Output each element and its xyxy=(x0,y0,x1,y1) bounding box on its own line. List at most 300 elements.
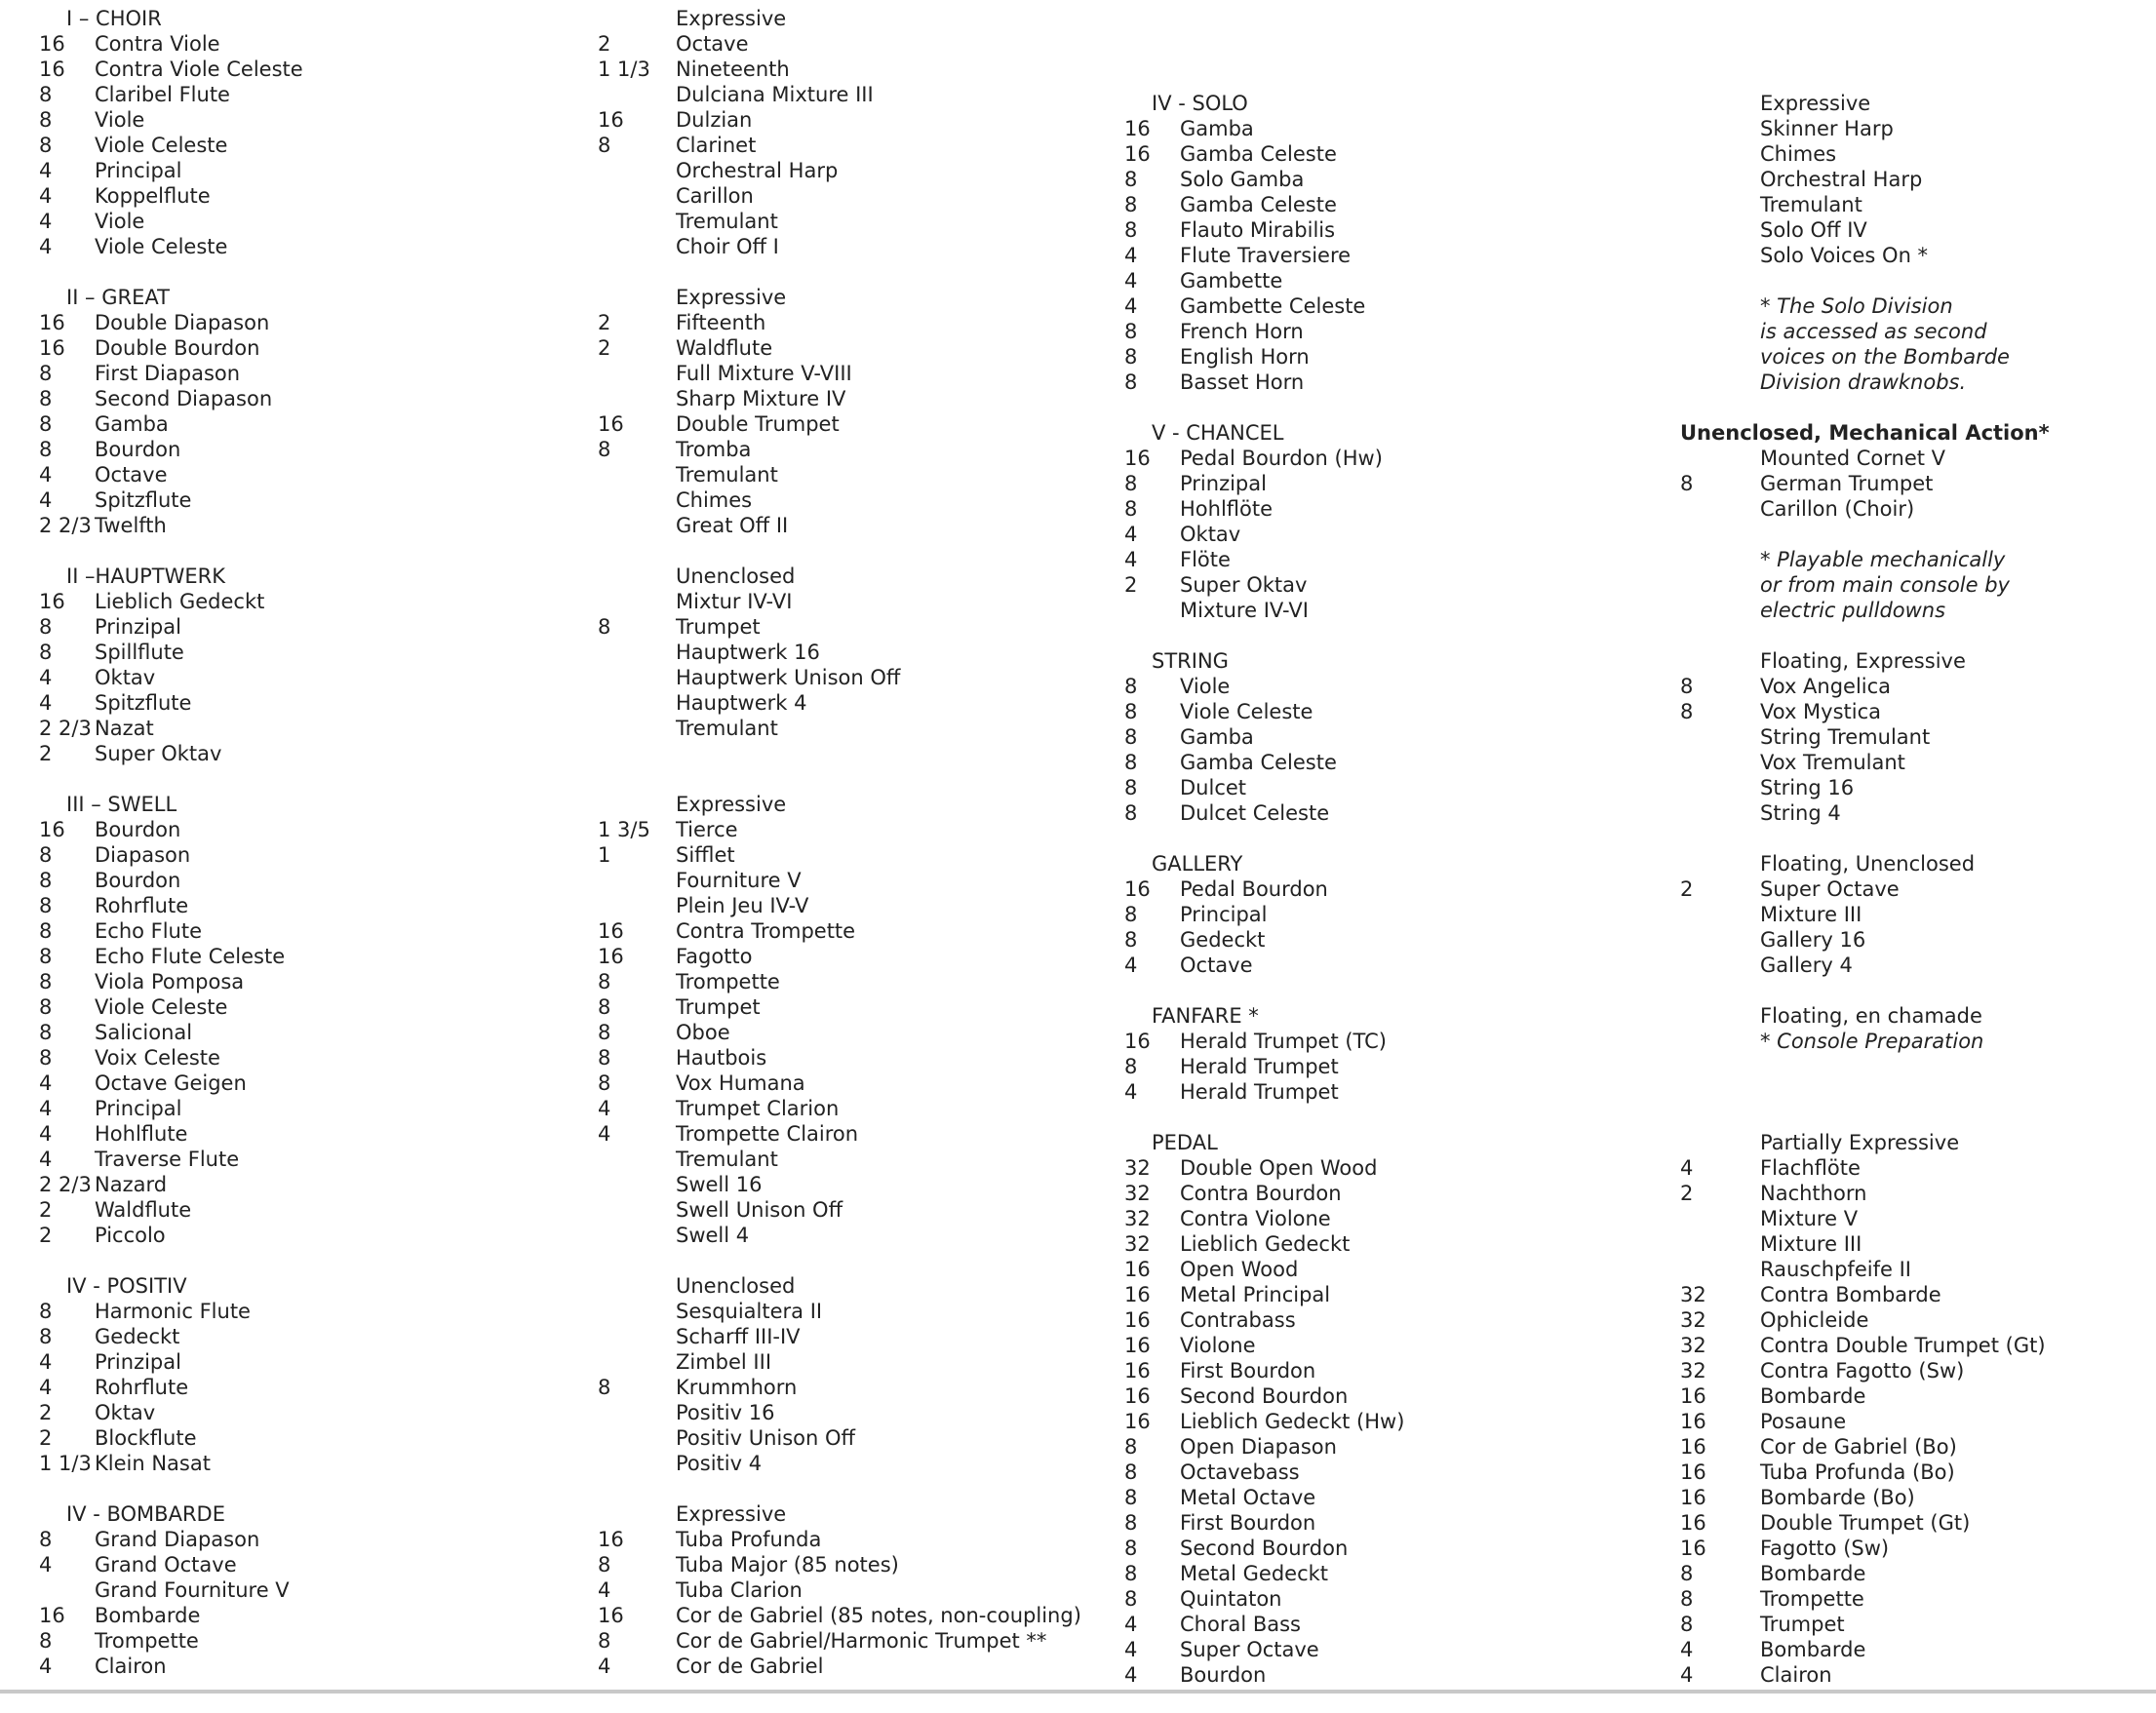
stop-row xyxy=(39,1197,303,1223)
stop-pitch: 8 xyxy=(1124,1511,1138,1535)
stop-row xyxy=(39,107,303,133)
stop-pitch xyxy=(598,1324,676,1349)
stop-row xyxy=(598,183,1081,209)
stop-row xyxy=(39,994,303,1020)
stop-pitch: 8 xyxy=(1124,472,1138,495)
stop-pitch: 16 xyxy=(598,1528,624,1551)
stop-row xyxy=(1680,116,2050,141)
stop-row xyxy=(1124,1434,1404,1460)
stop-row xyxy=(598,1197,1081,1223)
stop-name: Dulcet Celeste xyxy=(1180,801,1330,825)
stop-name: Hohlflute xyxy=(95,1122,188,1146)
stop-name: Trompette xyxy=(1760,1587,1864,1611)
stop-pitch: 8 xyxy=(39,1325,53,1348)
division-title: STRING xyxy=(1152,649,1229,673)
stop-pitch: 16 xyxy=(1124,1030,1151,1053)
stop-name: Claribel Flute xyxy=(95,83,230,106)
stop-name: Tremulant xyxy=(676,210,778,233)
stop-name: String 16 xyxy=(1760,776,1855,799)
stop-name: Spitzflute xyxy=(95,488,192,512)
stop-row xyxy=(1680,800,2050,826)
stop-pitch: 16 xyxy=(598,1604,624,1627)
stop-row xyxy=(1124,446,1404,471)
stop-pitch xyxy=(1680,446,1760,471)
stop-name: Second Bourdon xyxy=(1180,1384,1349,1408)
stop-name: Pedal Bourdon (Hw) xyxy=(1180,447,1383,470)
stop-name: Gamba xyxy=(1180,725,1254,749)
stop-row xyxy=(598,1552,1081,1577)
stop-row xyxy=(1680,192,2050,217)
stop-pitch: 32 xyxy=(1680,1334,1706,1357)
stop-row xyxy=(1124,547,1404,572)
stop-name: Viole xyxy=(95,108,145,132)
stop-pitch: 8 xyxy=(598,1629,611,1653)
stop-row xyxy=(1124,775,1404,800)
stop-row xyxy=(39,82,303,107)
stop-pitch: 4 xyxy=(1124,294,1138,318)
stop-name: Traverse Flute xyxy=(95,1148,240,1171)
stop-name: Dulcet xyxy=(1180,776,1247,799)
stop-name: Bombarde (Bo) xyxy=(1760,1486,1915,1509)
stop-row xyxy=(1124,1079,1404,1105)
stop-row xyxy=(598,411,1081,437)
stop-row xyxy=(598,1375,1081,1400)
stop-row xyxy=(1680,699,2050,724)
stop-pitch xyxy=(1680,192,1760,217)
stop-row xyxy=(598,1324,1081,1349)
stop-name: Hohlflöte xyxy=(1180,497,1274,521)
stop-row xyxy=(1124,1282,1404,1307)
stop-row xyxy=(39,969,303,994)
stop-row xyxy=(1124,116,1404,141)
division-subtitle: Unenclosed xyxy=(676,1274,796,1298)
stop-row xyxy=(1680,927,2050,953)
stop-row xyxy=(598,817,1081,842)
stop-name: Viole Celeste xyxy=(1180,700,1313,723)
stop-pitch: 16 xyxy=(1124,1359,1151,1382)
stop-name: Posaune xyxy=(1760,1410,1847,1433)
stop-row xyxy=(1680,1510,2050,1536)
stop-row xyxy=(598,842,1081,868)
stop-row xyxy=(39,1147,303,1172)
stop-name: Pedal Bourdon xyxy=(1180,877,1328,901)
stop-row xyxy=(39,842,303,868)
stop-row xyxy=(39,1045,303,1071)
stop-pitch: 8 xyxy=(1124,801,1138,825)
stop-name: Solo Off IV xyxy=(1760,218,1867,242)
stop-pitch: 4 xyxy=(39,1148,53,1171)
stop-name: Swell 16 xyxy=(676,1173,763,1196)
stop-pitch: 8 xyxy=(1680,1587,1694,1611)
stop-pitch xyxy=(598,1223,676,1248)
stop-row xyxy=(1680,1612,2050,1637)
stop-name: Bourdon xyxy=(95,818,181,841)
stop-pitch: 4 xyxy=(1680,1663,1694,1687)
stop-name: Lieblich Gedeckt xyxy=(95,590,265,613)
stop-pitch xyxy=(1680,800,1760,826)
stop-pitch: 8 xyxy=(1124,675,1138,698)
stop-pitch: 8 xyxy=(1124,497,1138,521)
stop-row xyxy=(1680,1257,2050,1282)
stop-row xyxy=(598,614,1081,640)
stop-row xyxy=(598,57,1081,82)
stop-name: Zimbel III xyxy=(676,1350,772,1374)
stop-row xyxy=(1680,1358,2050,1383)
division-bombarde-cont xyxy=(598,1501,1081,1679)
stop-name: Trumpet Clarion xyxy=(676,1097,840,1120)
stop-name: Voix Celeste xyxy=(95,1046,220,1070)
stop-row xyxy=(1124,1561,1404,1586)
stop-name: Klein Nasat xyxy=(95,1452,211,1475)
stop-row xyxy=(1124,1637,1404,1662)
stop-name: Sharp Mixture IV xyxy=(676,387,846,410)
stop-name: Open Wood xyxy=(1180,1258,1299,1281)
stop-name: String Tremulant xyxy=(1760,725,1931,749)
stop-name: Hauptwerk 4 xyxy=(676,691,807,715)
stop-pitch: 8 xyxy=(1124,193,1138,216)
stop-name: Full Mixture V-VIII xyxy=(676,362,852,385)
stop-name: Contra Viole xyxy=(95,32,220,56)
stop-name: Bourdon xyxy=(95,438,181,461)
stop-row xyxy=(1680,1155,2050,1181)
stop-name: Tremulant xyxy=(676,463,778,487)
stop-row xyxy=(1124,344,1404,370)
stop-pitch: 8 xyxy=(1124,1562,1138,1585)
stop-row xyxy=(598,690,1081,716)
stop-pitch: 4 xyxy=(1124,954,1138,977)
stop-pitch xyxy=(598,1299,676,1324)
stop-row xyxy=(39,1324,303,1349)
stop-name: Gamba xyxy=(1180,117,1254,140)
stop-name: Metal Octave xyxy=(1180,1486,1316,1509)
stop-pitch xyxy=(598,640,676,665)
bottom-edge xyxy=(0,1690,2156,1694)
stop-pitch: 8 xyxy=(39,1046,53,1070)
stop-name: Krummhorn xyxy=(676,1376,798,1399)
stop-row xyxy=(1124,699,1404,724)
stop-name: Choir Off I xyxy=(676,235,779,258)
stop-pitch: 8 xyxy=(39,970,53,993)
stop-pitch: 4 xyxy=(1124,1663,1138,1687)
stop-row xyxy=(1124,1409,1404,1434)
division-title: II –HAUPTWERK xyxy=(66,565,225,588)
stop-row xyxy=(598,234,1081,259)
stop-pitch xyxy=(598,487,676,513)
stop-row xyxy=(39,310,303,335)
stop-pitch: 2 xyxy=(39,1401,53,1424)
stop-row xyxy=(39,918,303,944)
stop-name: Echo Flute xyxy=(95,919,203,943)
stop-pitch: 8 xyxy=(1124,1587,1138,1611)
stop-name: Open Diapason xyxy=(1180,1435,1337,1459)
division-string xyxy=(1124,648,1404,826)
division-fanfare xyxy=(1124,1003,1404,1105)
stop-row xyxy=(1680,876,2050,902)
stop-pitch: 1 xyxy=(598,843,611,867)
stop-pitch: 16 xyxy=(1680,1384,1706,1408)
stop-row xyxy=(39,487,303,513)
stop-pitch: 8 xyxy=(39,108,53,132)
stop-row xyxy=(1124,1536,1404,1561)
stop-name: Oktav xyxy=(1180,523,1241,546)
stop-row xyxy=(1124,1460,1404,1485)
stop-name: Trompette xyxy=(676,970,780,993)
stop-row xyxy=(598,1045,1081,1071)
stop-name: Tromba xyxy=(676,438,752,461)
stop-pitch: 16 xyxy=(1680,1537,1706,1560)
stop-name: Gambette xyxy=(1180,269,1283,292)
stop-pitch: 8 xyxy=(39,1300,53,1323)
stop-pitch: 8 xyxy=(1124,345,1138,369)
stop-pitch: 4 xyxy=(39,691,53,715)
stop-name: Contra Bourdon xyxy=(1180,1182,1342,1205)
stop-row xyxy=(598,513,1081,538)
stop-pitch: 4 xyxy=(1124,548,1138,571)
stop-name: Contrabass xyxy=(1180,1308,1296,1332)
stop-row xyxy=(1124,1662,1404,1688)
stop-name: Tierce xyxy=(676,818,738,841)
stop-pitch: 4 xyxy=(1680,1156,1694,1180)
stop-row xyxy=(1124,1029,1404,1054)
stop-row xyxy=(598,487,1081,513)
stop-name: Flute Traversiere xyxy=(1180,244,1352,267)
stop-pitch: 4 xyxy=(39,1097,53,1120)
stop-row xyxy=(1680,1434,2050,1460)
stop-pitch xyxy=(1680,927,1760,953)
stop-pitch: 8 xyxy=(39,1021,53,1044)
stop-pitch: 4 xyxy=(39,235,53,258)
stop-name: Contra Fagotto (Sw) xyxy=(1760,1359,1965,1382)
stop-name: Gedeckt xyxy=(1180,928,1266,952)
stop-name: Double Diapason xyxy=(95,311,270,334)
stop-pitch xyxy=(1680,1206,1760,1231)
stop-pitch: 16 xyxy=(598,919,624,943)
stop-pitch xyxy=(1680,775,1760,800)
stop-name: Fourniture V xyxy=(676,869,802,892)
stop-name: Rohrflute xyxy=(95,894,189,917)
stop-pitch: 8 xyxy=(39,438,53,461)
stop-row xyxy=(1680,1383,2050,1409)
stop-pitch: 8 xyxy=(1124,218,1138,242)
division-solo-cont xyxy=(1680,91,2050,395)
stop-pitch: 2 xyxy=(1124,573,1138,597)
division-title: IV - SOLO xyxy=(1152,92,1248,115)
stop-row xyxy=(598,1121,1081,1147)
stop-row xyxy=(598,158,1081,183)
division-chancel-cont xyxy=(1680,420,2050,623)
stop-name: Choral Bass xyxy=(1180,1613,1301,1636)
stop-pitch xyxy=(598,1451,676,1476)
stop-row xyxy=(39,1121,303,1147)
stop-name: French Horn xyxy=(1180,320,1304,343)
stop-pitch: 16 xyxy=(1680,1486,1706,1509)
stop-name: Trompette Clairon xyxy=(676,1122,859,1146)
stop-row xyxy=(598,335,1081,361)
division-swell xyxy=(39,792,303,1248)
stop-row xyxy=(1124,1358,1404,1383)
stop-pitch: 16 xyxy=(1124,1308,1151,1332)
stop-row xyxy=(1124,674,1404,699)
stop-name: Gamba Celeste xyxy=(1180,142,1337,166)
stop-pitch: 4 xyxy=(1124,269,1138,292)
stop-pitch: 16 xyxy=(1680,1511,1706,1535)
stop-name: String 4 xyxy=(1760,801,1841,825)
stop-name: Diapason xyxy=(95,843,191,867)
stop-row xyxy=(39,1071,303,1096)
stop-name: Clairon xyxy=(95,1655,167,1678)
stop-name: Rohrflute xyxy=(95,1376,189,1399)
stop-row xyxy=(1680,1460,2050,1485)
stop-name: Double Bourdon xyxy=(95,336,260,360)
stop-row xyxy=(39,183,303,209)
stop-pitch: 8 xyxy=(1124,928,1138,952)
stop-row xyxy=(1124,319,1404,344)
stop-name: Solo Voices On * xyxy=(1760,244,1929,267)
stop-name: Piccolo xyxy=(95,1224,166,1247)
stop-pitch: 8 xyxy=(39,1629,53,1653)
stop-pitch: 8 xyxy=(1124,700,1138,723)
stop-row xyxy=(39,1096,303,1121)
stop-row xyxy=(598,361,1081,386)
stop-name: Nazat xyxy=(95,717,154,740)
stop-row xyxy=(39,817,303,842)
stop-pitch: 8 xyxy=(1124,751,1138,774)
stop-row xyxy=(1124,1383,1404,1409)
stop-pitch xyxy=(598,234,676,259)
stop-pitch: 8 xyxy=(39,869,53,892)
stop-name: English Horn xyxy=(1180,345,1310,369)
stop-row xyxy=(1124,876,1404,902)
stop-name: Lieblich Gedeckt xyxy=(1180,1232,1351,1256)
stop-row xyxy=(1680,1586,2050,1612)
stop-pitch xyxy=(598,1349,676,1375)
stop-row xyxy=(1680,1662,2050,1688)
stop-row xyxy=(39,158,303,183)
stop-name: Mounted Cornet V xyxy=(1760,447,1946,470)
stop-pitch xyxy=(1680,1231,1760,1257)
stop-row xyxy=(1124,953,1404,978)
stop-row xyxy=(39,462,303,487)
stop-pitch xyxy=(1680,217,1760,243)
stop-row xyxy=(39,640,303,665)
stop-row xyxy=(1124,1054,1404,1079)
division-subtitle: Floating, Expressive xyxy=(1760,649,1966,673)
stop-row xyxy=(1680,902,2050,927)
stop-row xyxy=(1680,446,2050,471)
stop-name: First Bourdon xyxy=(1180,1511,1316,1535)
stop-pitch: 8 xyxy=(598,970,611,993)
stop-row xyxy=(598,209,1081,234)
stop-name: Harmonic Flute xyxy=(95,1300,251,1323)
stop-row xyxy=(598,31,1081,57)
stop-name: German Trumpet xyxy=(1760,472,1934,495)
stop-name: Gamba Celeste xyxy=(1180,751,1337,774)
stop-name: Tuba Major (85 notes) xyxy=(676,1553,899,1577)
stop-name: Super Oktav xyxy=(95,742,222,765)
stop-row xyxy=(39,386,303,411)
stop-pitch: 4 xyxy=(598,1655,611,1678)
stop-row xyxy=(1680,243,2050,268)
stop-row xyxy=(39,741,303,766)
stop-name: Herald Trumpet xyxy=(1180,1080,1339,1104)
column-2 xyxy=(598,6,1081,1704)
stop-name: Vox Humana xyxy=(676,1071,805,1095)
stop-name: Bourdon xyxy=(95,869,181,892)
stop-pitch xyxy=(1680,750,1760,775)
stop-pitch: 16 xyxy=(39,818,65,841)
stop-name: Flöte xyxy=(1180,548,1231,571)
stop-name: Great Off II xyxy=(676,514,789,537)
stop-pitch xyxy=(598,82,676,107)
stop-row xyxy=(1680,1536,2050,1561)
stop-name: Mixture III xyxy=(1760,1232,1862,1256)
stop-row xyxy=(598,310,1081,335)
stop-name: Prinzipal xyxy=(95,1350,181,1374)
stop-row xyxy=(1680,1231,2050,1257)
division-subtitle: Expressive xyxy=(676,286,787,309)
stop-row xyxy=(598,994,1081,1020)
stop-pitch xyxy=(598,665,676,690)
stop-pitch: 4 xyxy=(39,1122,53,1146)
stop-name: Flachflöte xyxy=(1760,1156,1861,1180)
stop-pitch: 8 xyxy=(1124,370,1138,394)
stop-name: Viole xyxy=(1180,675,1231,698)
stop-name: Octave xyxy=(95,463,168,487)
division-subtitle: Floating, en chamade xyxy=(1760,1004,1982,1028)
stop-pitch: 1 1/3 xyxy=(39,1452,92,1475)
stop-pitch: 8 xyxy=(1680,472,1694,495)
stop-name: Waldflute xyxy=(676,336,773,360)
stop-pitch: 4 xyxy=(598,1122,611,1146)
division-title: I – CHOIR xyxy=(66,7,162,30)
division-subtitle: Expressive xyxy=(676,1502,787,1526)
stop-pitch: 32 xyxy=(1124,1156,1151,1180)
stop-name: Prinzipal xyxy=(95,615,181,639)
stop-pitch xyxy=(598,589,676,614)
stop-row xyxy=(598,716,1081,741)
stop-row xyxy=(598,386,1081,411)
stop-name: First Diapason xyxy=(95,362,241,385)
stop-name: Cor de Gabriel (85 notes, non-coupling) xyxy=(676,1604,1081,1627)
stop-pitch: 8 xyxy=(39,83,53,106)
fanfare-footnote: * Console Preparation xyxy=(1760,1030,1984,1053)
stop-row xyxy=(39,1020,303,1045)
stop-pitch: 32 xyxy=(1124,1232,1151,1256)
stop-pitch xyxy=(598,741,676,766)
stop-row xyxy=(39,1603,303,1628)
stop-pitch: 1 1/3 xyxy=(598,58,650,81)
stop-name: Hauptwerk Unison Off xyxy=(676,666,901,689)
stop-pitch: 4 xyxy=(1680,1638,1694,1661)
stop-pitch: 16 xyxy=(1124,142,1151,166)
stop-name: Hautbois xyxy=(676,1046,767,1070)
stop-name: Chimes xyxy=(1760,142,1837,166)
stop-name: Gallery 16 xyxy=(1760,928,1866,952)
stop-row xyxy=(598,107,1081,133)
stop-name: Tremulant xyxy=(1760,193,1862,216)
stop-row xyxy=(1124,1181,1404,1206)
stop-name: Swell 4 xyxy=(676,1224,750,1247)
stop-row xyxy=(1680,674,2050,699)
division-bombarde xyxy=(39,1501,303,1679)
stop-name: Positiv 4 xyxy=(676,1452,763,1475)
stop-pitch: 4 xyxy=(39,1350,53,1374)
stop-row xyxy=(39,1654,303,1679)
stop-row xyxy=(39,1375,303,1400)
stop-pitch: 2 xyxy=(39,1224,53,1247)
stop-name: Fagotto (Sw) xyxy=(1760,1537,1890,1560)
stop-row xyxy=(1680,1181,2050,1206)
